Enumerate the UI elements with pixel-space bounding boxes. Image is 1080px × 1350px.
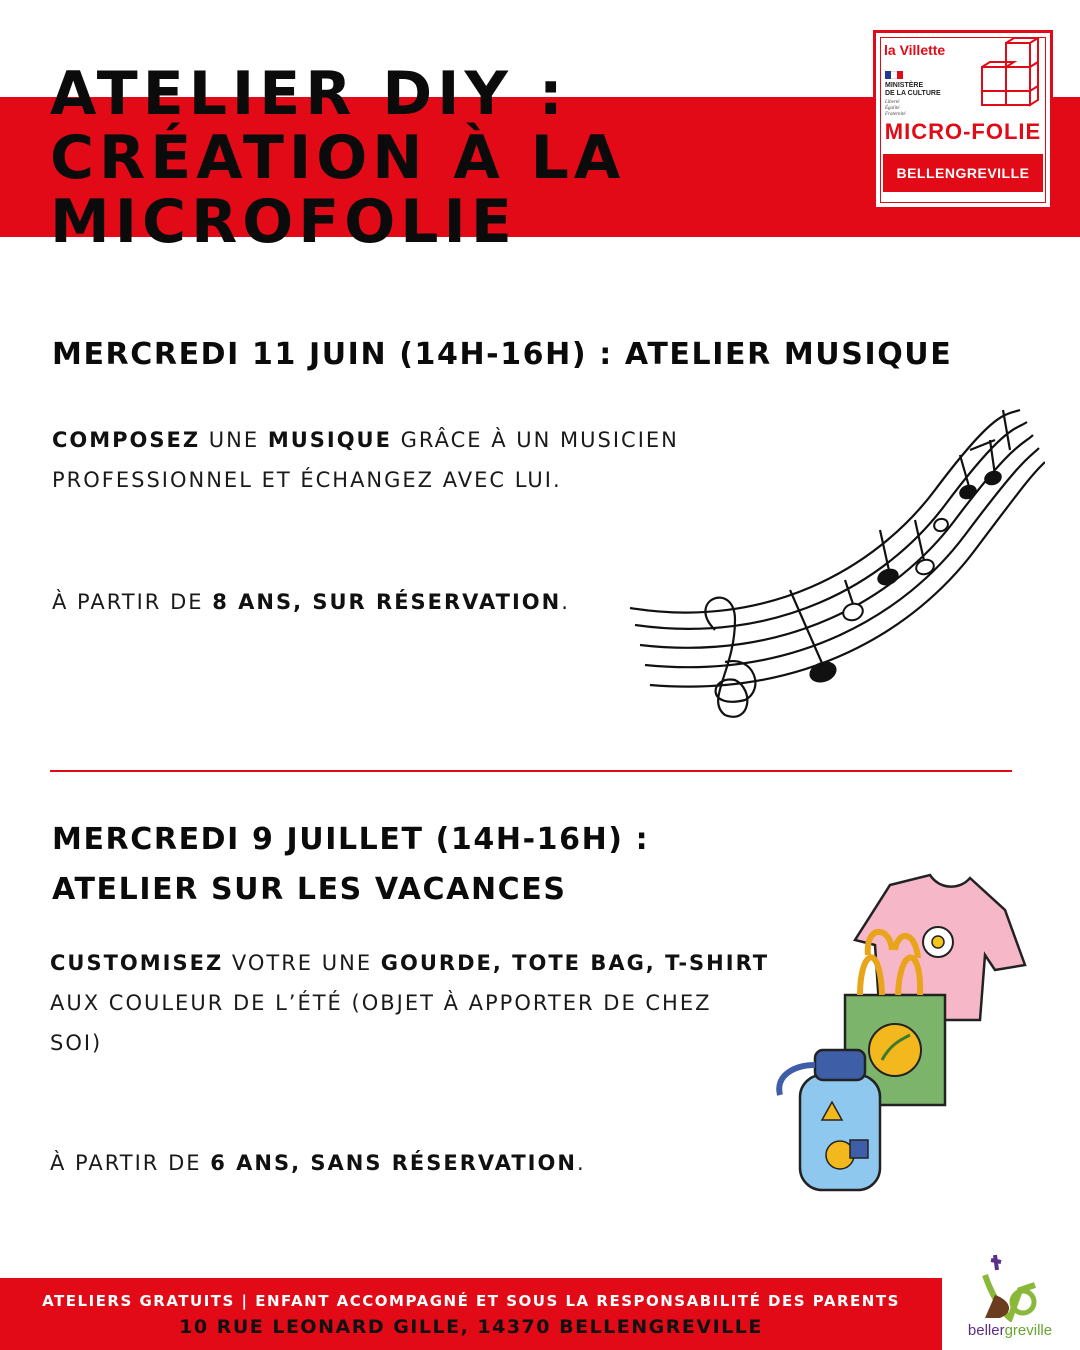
- event-1-music-word: MUSIQUE: [267, 428, 392, 452]
- event-1-description: [52, 420, 679, 500]
- french-flag-icon: [885, 71, 903, 79]
- event-2-age-suffix: .: [576, 1151, 586, 1175]
- motto-3: Fraternité: [885, 112, 906, 117]
- event-2-heading-line-2: ATELIER SUR LES VACANCES: [52, 872, 567, 907]
- water-bottle-illustration: [779, 1050, 880, 1190]
- town-emblem-icon: [955, 1250, 1065, 1322]
- ministry-line-1: MINISTÈRE: [885, 82, 924, 89]
- vacation-items-illustration: [770, 870, 1040, 1200]
- title-line-1: ATELIER DIY :: [50, 59, 568, 129]
- micro-folie-logo: [873, 30, 1053, 210]
- ministry-line-2: DE LA CULTURE: [885, 90, 941, 97]
- event-1-age-prefix: À PARTIR DE: [52, 590, 213, 614]
- event-2-text-1: VOTRE UNE: [223, 951, 381, 975]
- flower-icon: [923, 927, 953, 957]
- la-villette-logo: la Villette: [884, 42, 946, 58]
- event-2-heading-line-1: MERCREDI 9 JUILLET (14H-16H) :: [52, 822, 650, 857]
- bellengreville-label: BELLENGREVILLE: [883, 154, 1043, 192]
- event-1-age-info: [52, 582, 570, 622]
- event-1-age-value: 8 ANS, SUR RÉSERVATION: [212, 590, 562, 614]
- event-1-heading: MERCREDI 11 JUIN (14H-16H) : ATELIER MUSIQUE: [52, 337, 953, 372]
- micro-folie-label: MICRO-FOLIE: [884, 119, 1042, 144]
- motto-2: Égalité: [885, 106, 900, 111]
- event-2-verb: CUSTOMISEZ: [50, 951, 224, 975]
- event-2-heading: [52, 815, 649, 915]
- footer-info-line: ATELIERS GRATUITS | ENFANT ACCOMPAGNÉ ET SOUS LA RESPONSABILITÉ DES PARENTS: [42, 1292, 900, 1310]
- event-2-text-3: SOI): [50, 1031, 103, 1055]
- event-2-objects: GOURDE, TOTE BAG, T-SHIRT: [380, 951, 770, 975]
- event-1-age-suffix: .: [561, 590, 570, 614]
- cubes-icon: [976, 37, 1048, 109]
- event-2-description: [50, 943, 769, 1063]
- footer-address: 10 RUE LEONARD GILLE, 14370 BELLENGREVILLE: [179, 1316, 763, 1338]
- town-logo-text: [955, 1322, 1065, 1339]
- title-line-2: CRÉATION À LA: [50, 123, 626, 193]
- event-2-age-info: [50, 1143, 586, 1183]
- event-1-text-3: PROFESSIONNEL ET ÉCHANGEZ AVEC LUI.: [52, 468, 562, 492]
- event-1-verb: COMPOSEZ: [52, 428, 201, 452]
- ministry-label: [885, 82, 941, 98]
- title-line-3: MICROFOLIE: [50, 187, 517, 257]
- event-2-text-2: AUX COULEUR DE L’ÉTÉ (OBJET À APPORTER DE CHEZ: [50, 991, 712, 1015]
- event-1-text-1: UNE: [200, 428, 268, 452]
- music-staff-illustration: [625, 400, 1045, 740]
- town-logo-part-1: beller: [967, 1322, 1005, 1339]
- page-title: [50, 59, 626, 257]
- event-2-age-value: 6 ANS, SANS RÉSERVATION: [210, 1151, 577, 1175]
- republic-motto: [885, 100, 906, 118]
- town-logo-part-2: greville: [1004, 1322, 1053, 1339]
- bellengreville-town-logo: [955, 1250, 1065, 1342]
- section-divider: [50, 770, 1012, 772]
- event-1-text-2: GRÂCE À UN MUSICIEN: [391, 428, 679, 452]
- motto-1: Liberté: [885, 100, 900, 105]
- event-2-age-prefix: À PARTIR DE: [50, 1151, 211, 1175]
- footer-banner: [0, 1278, 942, 1350]
